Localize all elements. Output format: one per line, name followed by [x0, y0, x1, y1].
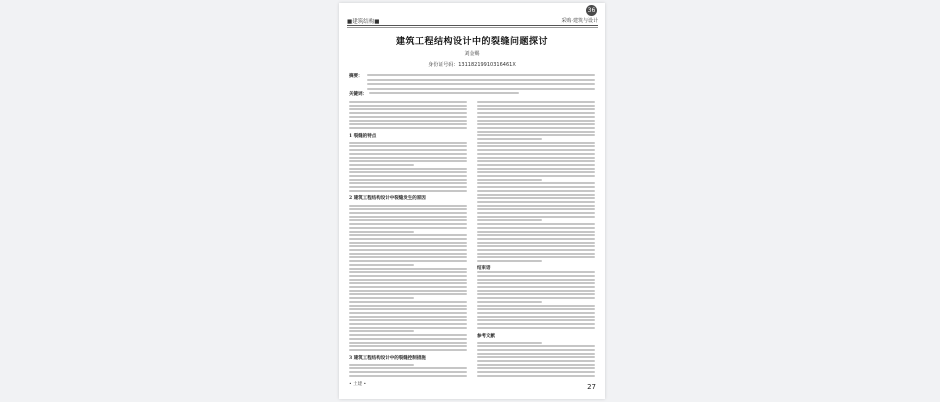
article-author: 刘金赐 — [464, 51, 480, 57]
abstract-label: 摘要： — [349, 74, 363, 79]
text-line — [477, 108, 595, 110]
text-line — [349, 208, 467, 210]
text-line — [477, 101, 595, 103]
text-line — [349, 312, 467, 314]
text-line — [477, 127, 595, 129]
text-line — [349, 171, 467, 173]
text-line — [477, 293, 595, 295]
text-line — [349, 268, 467, 270]
text-line — [477, 223, 595, 225]
text-line — [349, 127, 467, 129]
section-heading-1: 1 裂缝的特点 — [349, 134, 377, 139]
text-line — [477, 286, 595, 288]
text-line — [369, 92, 519, 94]
text-line — [349, 342, 467, 344]
text-line — [477, 260, 542, 262]
author-id-line: 身份证号码：13118219910316461X — [428, 62, 516, 68]
text-line — [367, 88, 595, 90]
page-number: 27 — [587, 383, 596, 391]
text-line — [477, 116, 595, 118]
text-line — [367, 83, 595, 85]
text-line — [349, 164, 414, 166]
text-line — [349, 349, 467, 351]
text-line — [477, 149, 595, 151]
text-line — [349, 108, 467, 110]
text-line — [477, 290, 595, 292]
text-line — [349, 231, 414, 233]
text-line — [477, 253, 595, 255]
text-line — [477, 316, 595, 318]
text-line — [477, 231, 595, 233]
text-line — [477, 219, 542, 221]
text-line — [349, 101, 467, 103]
text-line — [349, 367, 467, 369]
text-line — [349, 179, 467, 181]
page-footer: • 土建 • — [349, 382, 367, 387]
text-line — [477, 297, 595, 299]
text-line — [349, 290, 467, 292]
text-line — [349, 157, 467, 159]
text-line — [477, 227, 595, 229]
text-line — [349, 249, 467, 251]
text-line — [477, 182, 595, 184]
text-line — [349, 116, 467, 118]
text-line — [477, 345, 595, 347]
text-line — [477, 367, 595, 369]
text-line — [349, 264, 414, 266]
text-line — [477, 212, 595, 214]
text-line — [349, 323, 467, 325]
text-line — [349, 253, 467, 255]
text-line — [349, 338, 467, 340]
text-line — [349, 242, 467, 244]
text-line — [349, 186, 467, 188]
text-line — [477, 171, 595, 173]
document-page — [339, 3, 605, 399]
header-rule-thin — [347, 27, 598, 28]
text-line — [349, 216, 467, 218]
text-line — [349, 142, 467, 144]
text-line — [349, 319, 467, 321]
text-line — [367, 74, 595, 76]
text-line — [477, 186, 595, 188]
text-line — [349, 238, 467, 240]
text-line — [349, 205, 467, 207]
text-line — [477, 271, 595, 273]
text-line — [477, 375, 595, 377]
text-line — [477, 175, 595, 177]
header-rule — [347, 25, 598, 26]
section-heading-2: 2 建筑工程结构设计中裂缝发生的原因 — [349, 196, 426, 201]
text-line — [349, 297, 414, 299]
text-line — [477, 234, 595, 236]
journal-header-left: ■建筑结构■ — [347, 19, 380, 25]
text-line — [349, 182, 467, 184]
text-line — [477, 279, 595, 281]
text-line — [349, 282, 467, 284]
text-line — [349, 260, 467, 262]
text-line — [477, 142, 595, 144]
text-line — [477, 123, 595, 125]
text-line — [477, 131, 595, 133]
text-line — [349, 123, 467, 125]
text-line — [349, 316, 467, 318]
text-line — [477, 112, 595, 114]
text-line — [477, 197, 595, 199]
journal-header-right: 采购·建筑与设计 — [561, 18, 598, 24]
text-line — [349, 223, 467, 225]
text-line — [477, 138, 542, 140]
text-line — [477, 371, 595, 373]
text-line — [477, 312, 595, 314]
text-line — [477, 249, 595, 251]
text-line — [477, 353, 595, 355]
text-line — [349, 375, 467, 377]
keywords-label: 关键词： — [349, 92, 367, 97]
text-line — [349, 286, 467, 288]
text-line — [349, 153, 467, 155]
text-line — [477, 190, 595, 192]
text-line — [477, 301, 542, 303]
text-line — [477, 168, 595, 170]
text-line — [477, 282, 595, 284]
text-line — [349, 219, 467, 221]
text-line — [349, 256, 467, 258]
text-line — [477, 308, 595, 310]
text-line — [477, 201, 595, 203]
text-line — [477, 205, 595, 207]
text-line — [349, 308, 467, 310]
text-line — [477, 342, 542, 344]
text-line — [349, 330, 414, 332]
text-line — [477, 194, 595, 196]
article-title: 建筑工程结构设计中的裂缝问题探讨 — [395, 37, 548, 47]
text-line — [477, 153, 595, 155]
text-line — [477, 356, 595, 358]
text-line — [477, 245, 595, 247]
text-line — [477, 242, 595, 244]
text-line — [477, 238, 595, 240]
text-line — [349, 293, 467, 295]
section-heading-3: 3 建筑工程结构设计中的裂缝控制措施 — [349, 356, 426, 361]
conclusion-heading: 结束语 — [477, 266, 491, 271]
text-line — [477, 349, 595, 351]
text-line — [349, 305, 467, 307]
text-line — [349, 245, 467, 247]
text-line — [349, 275, 467, 277]
text-line — [349, 327, 467, 329]
text-line — [349, 160, 467, 162]
text-line — [349, 364, 414, 366]
text-line — [349, 279, 467, 281]
text-line — [477, 256, 595, 258]
text-line — [349, 371, 467, 373]
text-line — [349, 334, 467, 336]
text-line — [477, 319, 595, 321]
text-line — [349, 175, 467, 177]
text-line — [477, 360, 595, 362]
text-line — [477, 208, 595, 210]
text-line — [477, 364, 595, 366]
text-line — [349, 168, 467, 170]
text-line — [477, 305, 595, 307]
text-line — [349, 145, 467, 147]
text-line — [349, 120, 467, 122]
text-line — [477, 134, 595, 136]
text-line — [477, 327, 595, 329]
text-line — [477, 160, 595, 162]
text-line — [477, 275, 595, 277]
text-line — [477, 216, 595, 218]
text-line — [477, 120, 595, 122]
text-line — [349, 212, 467, 214]
text-line — [349, 271, 467, 273]
text-line — [367, 79, 595, 81]
text-line — [349, 345, 467, 347]
text-line — [349, 190, 467, 192]
text-line — [477, 145, 595, 147]
text-line — [349, 227, 467, 229]
journal-logo: 36 — [587, 7, 596, 14]
text-line — [349, 234, 467, 236]
text-line — [349, 301, 467, 303]
text-line — [477, 164, 595, 166]
text-line — [349, 112, 467, 114]
text-line — [349, 105, 467, 107]
text-line — [477, 105, 595, 107]
text-line — [477, 179, 542, 181]
references-heading: 参考文献 — [477, 334, 495, 339]
text-line — [477, 323, 595, 325]
text-line — [477, 157, 595, 159]
text-line — [349, 149, 467, 151]
